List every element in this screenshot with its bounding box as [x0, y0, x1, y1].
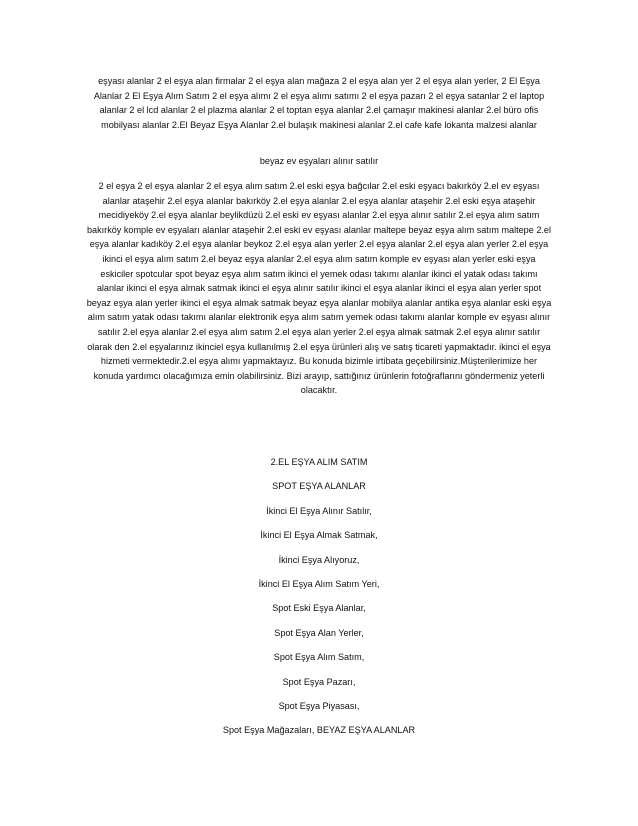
list-item: İkinci Eşya Alıyoruz, [278, 554, 360, 565]
list-item: 2.EL EŞYA ALIM SATIM [270, 457, 368, 467]
list-item: SPOT EŞYA ALANLAR [272, 481, 366, 492]
main-paragraph: 2 el eşya 2 el eşya alanlar 2 el eşya alım satım 2.el eski eşya bağcılar 2.el eski eşyacı bakırköy 2.el ev eşyası alanlar ataşehir 2.el eşya alanlar bakırköy 2.el eşya alanlar 2.el eşya alanlar ataşehir 2.el eski eşya ataşehir mecidiyeköy 2.el eşya alanlar beylikdüzü 2.el eski ev eşyası alanlar 2.el eşya alınır satılır 2.el eşya alım satım bakırköy komple ev eşyaları alanlar ataşehir 2.el eski ev eşyası alanlar maltepe beyaz eşya alım satım maltepe 2.el eşya alanlar kadıköy 2.el eşya alanlar beykoz 2.el eşya alan yerler 2.el eşya alanlar 2.el eşya alan yerler 2.el eşya ikinci el eşya alım satım 2.el beyaz eşya alanlar 2.el eşya alım satım komple ev eşyası alan yerler eski eşya eskiciler spotcular spot beyaz eşya alım satım ikinci el yemek odası takımı alanlar ikinci el yatak odası takımı alanlar ikinci el eşya almak satmak ikinci el eşya alınır satılır ikinci el eşya alanlar ikinci el eşya alan yerler spot beyaz eşya alan yerler ikinci el eşya almak satmak beyaz eşya alanlar mobilya alanlar antika eşya alanlar eski eşya alım satım yatak odası takımı alanlar elektronik eşya alım satım yemek odası takımı alanlar komple ev eşyası alınır satılır 2.el eşya alanlar 2.el eşya alım satım 2.el eşya alan yerler 2.el eşya almak satmak 2.el eşya alınır satılır olarak den 2.el eşyalarınız ikinciel eşya kullanılmış 2.el eşya ürünleri alış ve satış ticareti yapmaktadır. ikinci el eşya hizmeti vermektedir.2.el eşya alımı yapmaktayız. Bu konuda bizimle irtibata geçebilirsiniz.Müşterilerimize her konuda yardımcı olacağımıza emin olabilirsiniz. Bizi arayıp, sattığınız ürünlerin fotoğraflarını göndermeniz yeterli olacaktır. [86, 181, 552, 396]
list-item: İkinci El Eşya Alınır Satılır, [266, 505, 372, 516]
keyword-list [86, 455, 552, 748]
list-item: Spot Eşya Mağazaları, BEYAZ EŞYA ALANLAR [222, 725, 416, 736]
list-item: Spot Eşya Alım Satım, [273, 652, 365, 663]
list-item: İkinci El Eşya Alım Satım Yeri, [258, 578, 380, 589]
subtitle-line: beyaz ev eşyaları alınır satılır [259, 156, 379, 166]
list-item: Spot Eşya Piyasası, [278, 700, 360, 711]
intro-paragraph: eşyası alanlar 2 el eşya alan firmalar 2 el eşya alan mağaza 2 el eşya alan yer 2 el eşya alan yerler, 2 El Eşya Alanlar 2 El Eşya Alım Satım 2 el eşya alımı 2 el eşya alımı satımı 2 el eşya pazarı 2 el eşya satanlar 2 el laptop alanlar 2 el lcd alanlar 2 el plazma alanlar 2 el toptan eşya alanlar 2.el çamaşır makinesi alanlar 2.el büro ofis mobilyası alanlar 2.El Beyaz Eşya Alanlar 2.el bulaşık makinesi alanlar 2.el cafe kafe lokanta malzesi alanlar [93, 76, 545, 130]
list-item: Spot Eşya Alan Yerler, [274, 627, 364, 638]
list-item: İkinci El Eşya Almak Satmak, [260, 530, 378, 541]
list-item: Spot Eşya Pazarı, [282, 676, 356, 687]
list-item: Spot Eski Eşya Alanlar, [272, 603, 366, 614]
